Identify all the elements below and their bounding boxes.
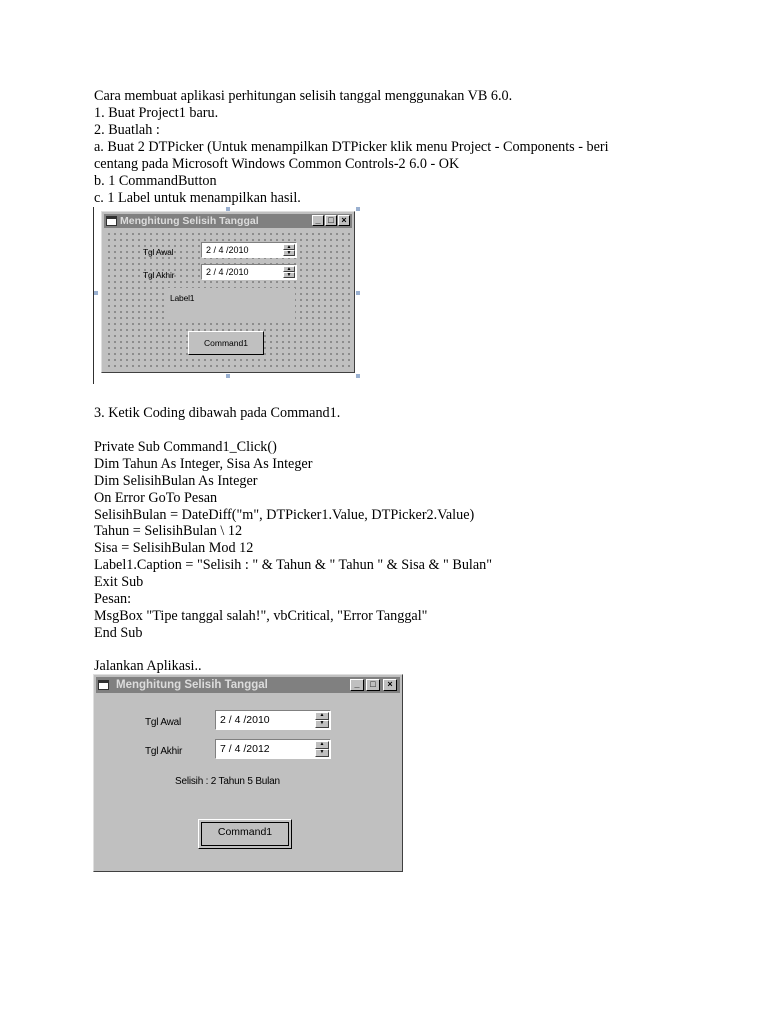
label1: Label1 <box>170 293 195 303</box>
run-form-title: Menghitung Selisih Tanggal <box>116 679 268 691</box>
code-line: Private Sub Command1_Click() <box>94 439 277 455</box>
close-icon[interactable]: × <box>383 679 397 691</box>
selection-handle <box>356 291 360 295</box>
selection-handle <box>356 374 360 378</box>
intro-line: b. 1 CommandButton <box>94 173 217 189</box>
minimize-icon[interactable]: _ <box>312 215 324 226</box>
intro-line: Cara membuat aplikasi perhitungan selisih tanggal menggunakan VB 6.0. <box>94 88 513 104</box>
intro-line: centang pada Microsoft Windows Common Controls-2 6.0 - OK <box>94 156 460 172</box>
selection-handle <box>94 291 98 295</box>
spin-down-icon[interactable]: ▼ <box>283 272 295 278</box>
intro-line: c. 1 Label untuk menampilkan hasil. <box>94 190 301 206</box>
code-line: Label1.Caption = "Selisih : " & Tahun & " Tahun " & Sisa & " Bulan" <box>94 557 493 573</box>
dtpicker1[interactable] <box>215 710 331 730</box>
dtpicker2-spinner[interactable] <box>315 741 329 757</box>
run-form-window <box>93 674 403 872</box>
command1-button[interactable]: Command1 <box>198 819 292 849</box>
code-line: End Sub <box>94 625 143 641</box>
command1-button[interactable]: Command1 <box>188 331 264 355</box>
minimize-icon[interactable]: _ <box>350 679 364 691</box>
selection-handle <box>356 207 360 211</box>
result-label: Selisih : 2 Tahun 5 Bulan <box>175 776 280 787</box>
code-line: On Error GoTo Pesan <box>94 490 218 506</box>
design-form-window <box>101 211 355 373</box>
dtpicker1[interactable] <box>201 242 297 258</box>
dtpicker1-spinner[interactable] <box>315 712 329 728</box>
dtpicker2-value: 2 / 4 /2010 <box>206 267 249 277</box>
code-line: Pesan: <box>94 591 132 607</box>
dtpicker1-spinner[interactable] <box>283 244 295 256</box>
maximize-icon[interactable]: □ <box>325 215 337 226</box>
step3-text: 3. Ketik Coding dibawah pada Command1. <box>94 405 341 421</box>
spin-down-icon[interactable]: ▼ <box>283 250 295 256</box>
form-icon <box>98 680 109 690</box>
spin-up-icon[interactable]: ▲ <box>315 712 329 720</box>
intro-line: 1. Buat Project1 baru. <box>94 105 219 121</box>
design-form-titlebar <box>104 214 352 228</box>
design-form-grid <box>105 230 351 369</box>
selection-handle <box>226 374 230 378</box>
code-line: Tahun = SelisihBulan \ 12 <box>94 523 243 539</box>
run-form-titlebar <box>96 677 400 693</box>
spin-down-icon[interactable]: ▼ <box>315 720 329 728</box>
code-line: Exit Sub <box>94 574 144 590</box>
label1-box[interactable] <box>165 288 295 322</box>
run-label: Jalankan Aplikasi.. <box>94 658 202 674</box>
label-tgl-awal: Tgl Awal <box>143 247 174 257</box>
dtpicker2-value: 7 / 4 /2012 <box>220 743 270 755</box>
code-line: Sisa = SelisihBulan Mod 12 <box>94 540 254 556</box>
spin-up-icon[interactable]: ▲ <box>283 244 295 250</box>
spin-up-icon[interactable]: ▲ <box>283 266 295 272</box>
form-icon <box>106 216 117 226</box>
dtpicker1-value: 2 / 4 /2010 <box>206 245 249 255</box>
spin-down-icon[interactable]: ▼ <box>315 749 329 757</box>
intro-line: 2. Buatlah : <box>94 122 160 138</box>
maximize-icon[interactable]: □ <box>366 679 380 691</box>
code-line: Dim Tahun As Integer, Sisa As Integer <box>94 456 313 472</box>
dtpicker2[interactable] <box>215 739 331 759</box>
run-form-client <box>97 695 399 868</box>
label-tgl-awal: Tgl Awal <box>145 717 182 728</box>
code-line: Dim SelisihBulan As Integer <box>94 473 258 489</box>
spin-up-icon[interactable]: ▲ <box>315 741 329 749</box>
label-tgl-akhir: Tgl Akhir <box>145 746 183 757</box>
dtpicker1-value: 2 / 4 /2010 <box>220 714 270 726</box>
selection-edge <box>93 207 94 384</box>
close-icon[interactable]: × <box>338 215 350 226</box>
design-form-title: Menghitung Selisih Tanggal <box>120 215 259 227</box>
code-line: MsgBox "Tipe tanggal salah!", vbCritical, "Error Tanggal" <box>94 608 428 624</box>
code-line: SelisihBulan = DateDiff("m", DTPicker1.Value, DTPicker2.Value) <box>94 507 475 523</box>
dtpicker2-spinner[interactable] <box>283 266 295 278</box>
label-tgl-akhir: Tgl Akhir <box>143 270 175 280</box>
dtpicker2[interactable] <box>201 264 297 280</box>
intro-line: a. Buat 2 DTPicker (Untuk menampilkan DTPicker klik menu Project - Components - beri <box>94 139 609 155</box>
